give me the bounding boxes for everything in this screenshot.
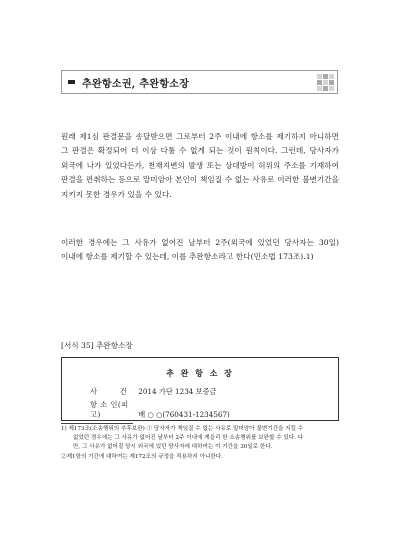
footnote-line: 1) 제173조(소송행위의 추후보완) ① 당사자가 책임질 수 없는 사유로 말미암아 불변기간을 지킬 수 bbox=[61, 426, 304, 432]
footnote-line: 없었던 경우에는 그 사유가 없어진 날부터 2주 이내에 게을리 한 소송행위를 보완할 수 있다. 다 bbox=[73, 435, 304, 442]
heading-bullet-icon bbox=[68, 80, 75, 84]
section-heading bbox=[61, 70, 338, 94]
grid-decoration-icon bbox=[317, 74, 334, 91]
form-template-box bbox=[61, 357, 339, 421]
form-caption: [서식 35] 추완항소장 bbox=[61, 341, 133, 350]
section-heading-text: 추완항소권, 추완항소장 bbox=[82, 79, 190, 90]
footnote-line: 만, 그 사유가 없어질 당시 외국에 있던 당사자에 대하여는 이 기간을 30일로 한다. bbox=[73, 444, 273, 451]
body-paragraph-2: 이러한 경우에는 그 사유가 없어진 날부터 2주(외국에 있었던 당사자는 30일)이내에 항소를 제기할 수 있는데, 이를 추완항소라고 한다(민소법 173조).1) bbox=[61, 237, 339, 262]
form-row-key: 사 건 bbox=[90, 387, 128, 396]
form-row-value: 배 ○ ○(760431-1234567) bbox=[138, 410, 230, 419]
form-title: 추 완 항 소 장 bbox=[166, 368, 234, 378]
form-row-key: 항 소 인(피고) bbox=[90, 400, 129, 419]
form-row-case bbox=[90, 387, 216, 397]
body-paragraph-1: 원래 제1심 판결문을 송달받으면 그로부터 2주 이내에 항소를 제기하지 아니하면 그 판결은 확정되어 더 이상 다툴 수 없게 되는 것이 원칙이다. 그런데, 당사자가 외국에 나가 있었다든가, 천재지변의 발생 또는 상대방이 허위의 주소를 기재하여 판결을 편취하는 등으로 말미암아 본인이 책임질 수 없는 사유로 이러한 불변기간을 지키지 못한 경우가 있을 수 있다. bbox=[61, 131, 339, 199]
form-row-appellant bbox=[90, 400, 230, 420]
footnote-line: ②제1항의 기간에 대하여는 제172조의 규정을 적용하지 아니한다. bbox=[61, 453, 223, 460]
form-row-value: 2014 가단 1234 보증금 bbox=[138, 387, 217, 396]
footnote-divider bbox=[61, 423, 133, 424]
footnote bbox=[61, 425, 339, 462]
